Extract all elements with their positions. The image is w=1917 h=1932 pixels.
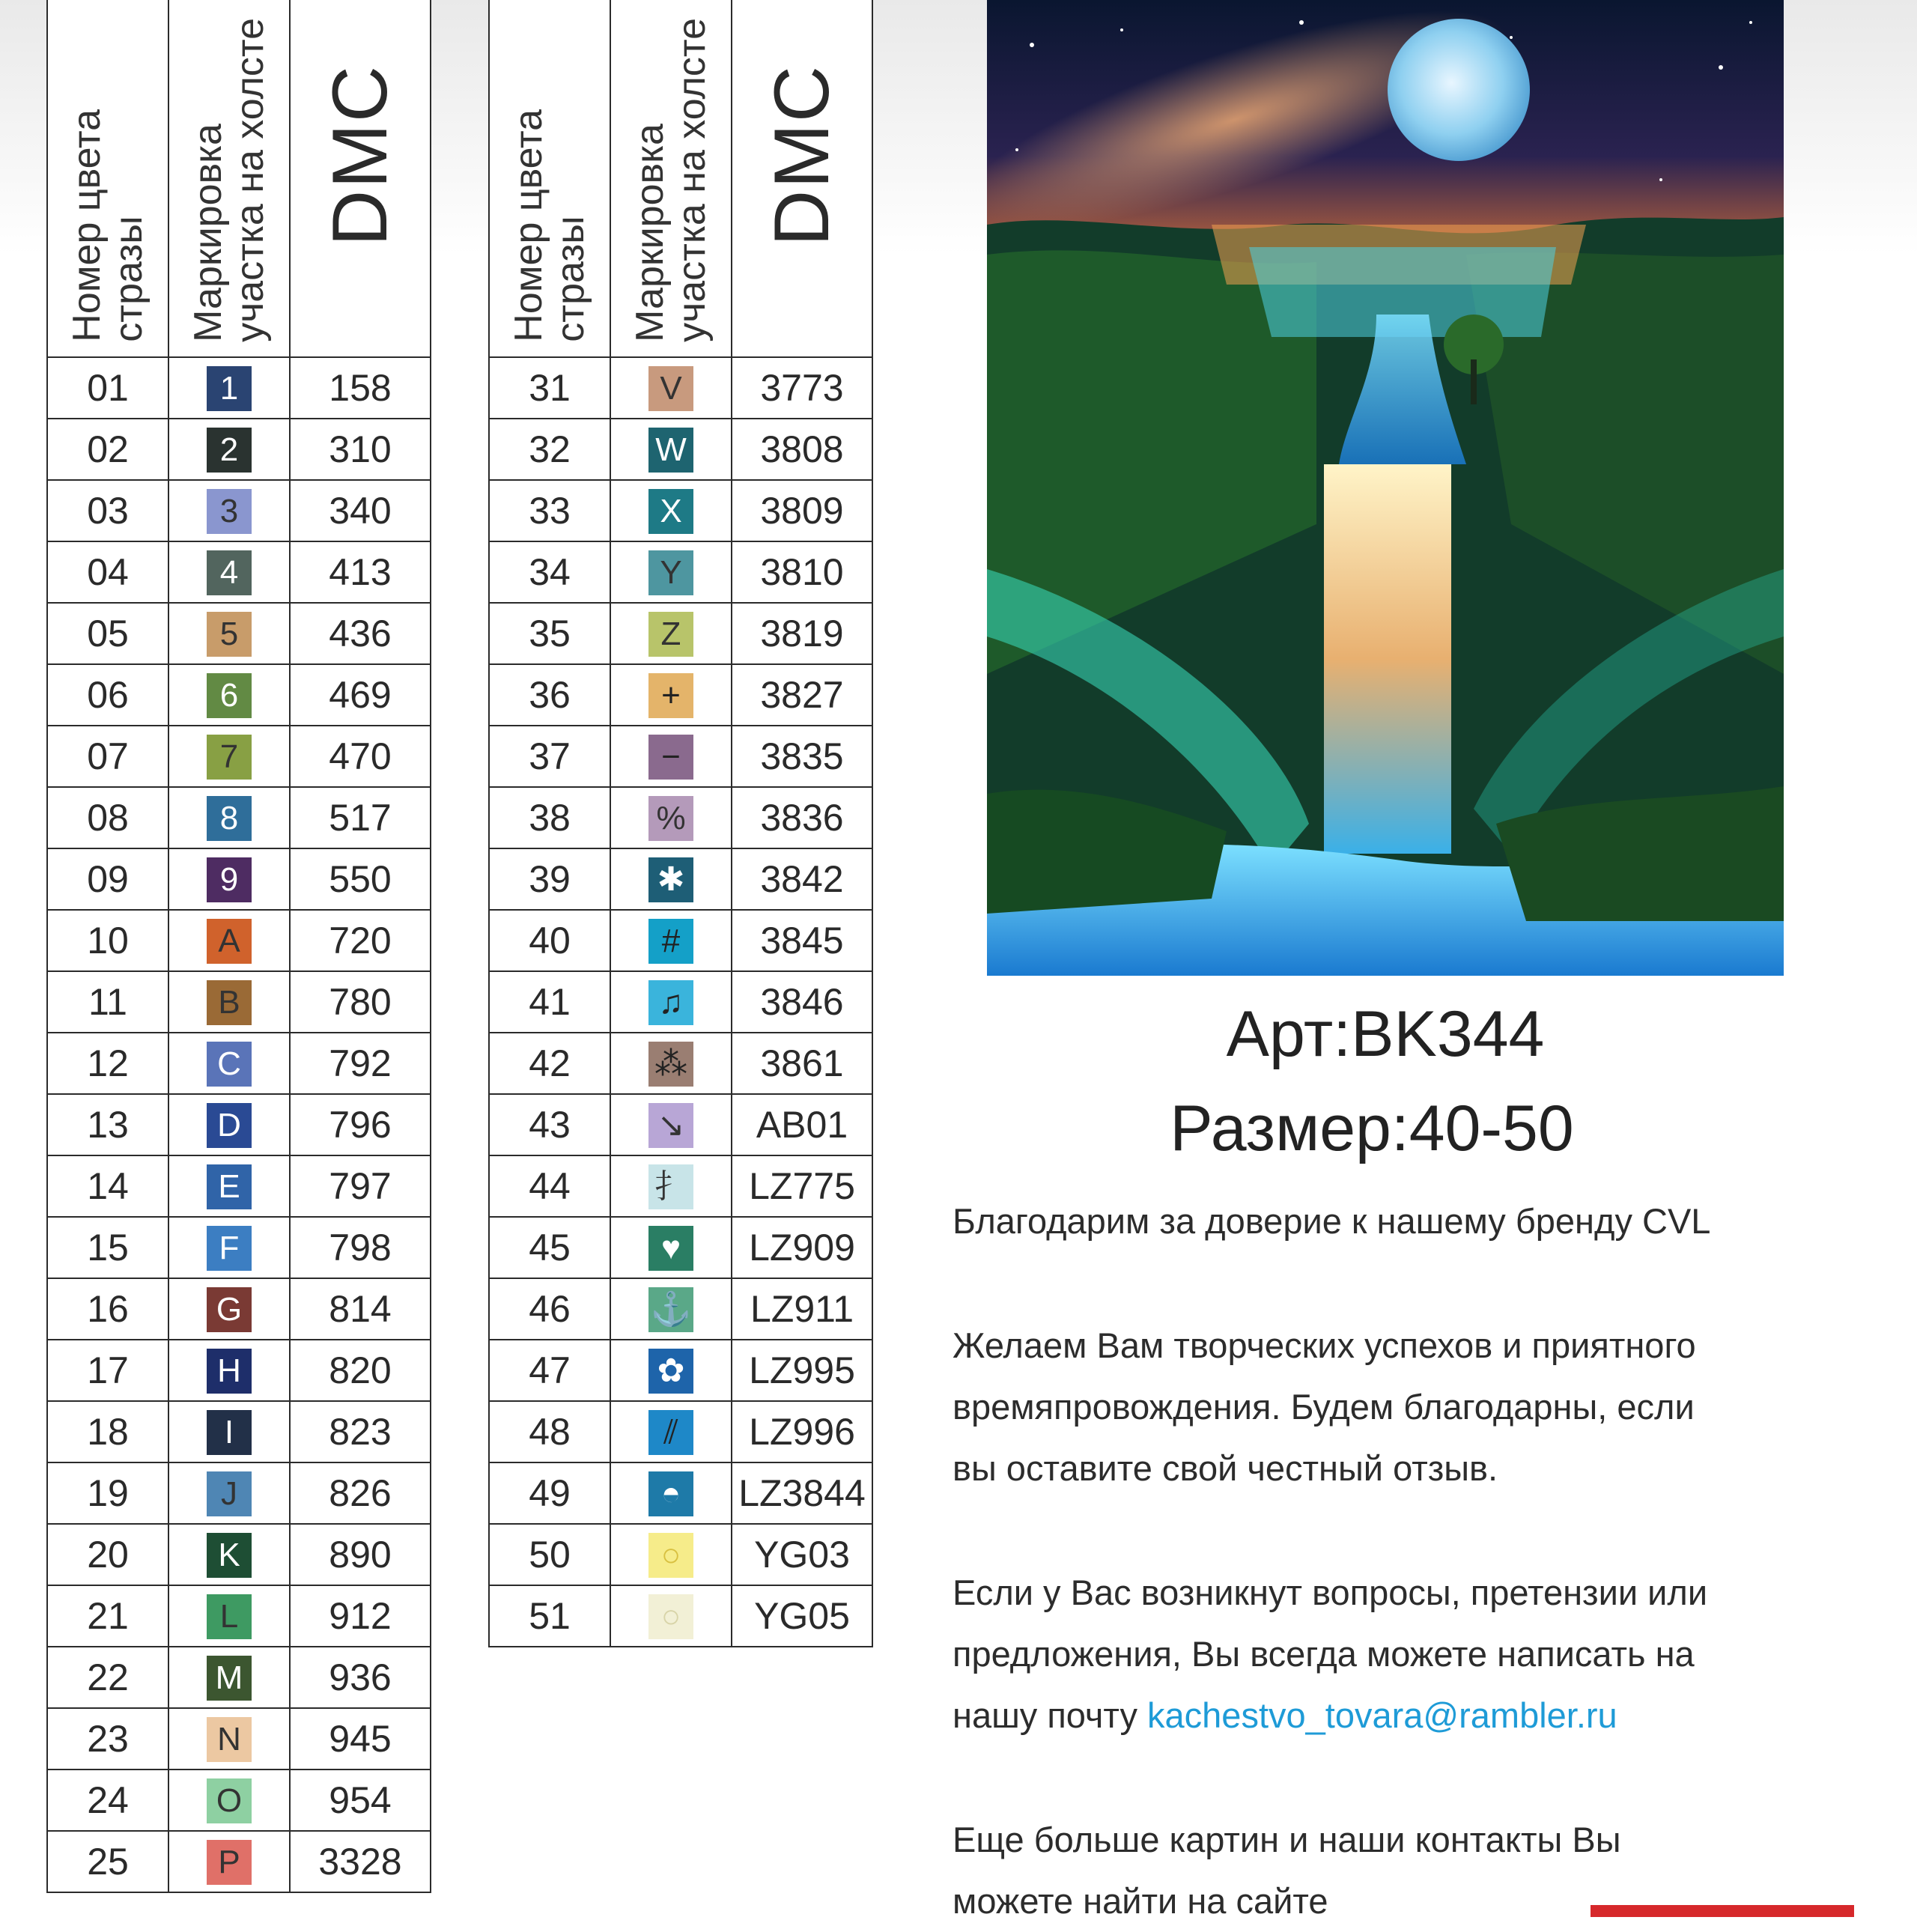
dmc-code-cell: LZ996 bbox=[732, 1401, 872, 1462]
table-row bbox=[489, 1155, 872, 1217]
table-row bbox=[47, 1401, 431, 1462]
color-number-cell: 23 bbox=[47, 1708, 168, 1770]
marking-cell bbox=[168, 971, 290, 1033]
dmc-code-cell: 954 bbox=[290, 1770, 431, 1831]
color-swatch-icon: ⁂ bbox=[648, 1042, 693, 1087]
table-row bbox=[47, 1585, 431, 1647]
dmc-code-cell: 3835 bbox=[732, 726, 872, 787]
color-swatch-icon: 2 bbox=[207, 428, 252, 473]
dmc-code-cell: 3773 bbox=[732, 357, 872, 419]
header-color-number: Номер цвета стразы bbox=[47, 0, 168, 357]
wish-line-2: времяпровождения. Будем благодарны, если bbox=[953, 1387, 1695, 1427]
color-swatch-icon: 3 bbox=[207, 489, 252, 534]
marking-cell bbox=[610, 726, 732, 787]
color-number-cell: 32 bbox=[489, 419, 610, 480]
header-canvas-marking: Маркировка участка на холсте bbox=[610, 0, 732, 357]
dmc-code-cell: 3808 bbox=[732, 419, 872, 480]
color-swatch-icon: ○ bbox=[648, 1594, 693, 1639]
marking-cell bbox=[610, 1217, 732, 1278]
marking-cell bbox=[610, 1033, 732, 1094]
marking-cell bbox=[168, 1094, 290, 1155]
color-number-cell: 11 bbox=[47, 971, 168, 1033]
marking-cell bbox=[610, 1401, 732, 1462]
color-number-cell: 22 bbox=[47, 1647, 168, 1708]
dmc-code-cell: 550 bbox=[290, 848, 431, 910]
dmc-code-cell: 3842 bbox=[732, 848, 872, 910]
table-row bbox=[489, 603, 872, 664]
color-swatch-icon: M bbox=[207, 1656, 252, 1701]
dmc-code-cell: LZ3844 bbox=[732, 1462, 872, 1524]
color-number-cell: 12 bbox=[47, 1033, 168, 1094]
dmc-code-cell: YG03 bbox=[732, 1524, 872, 1585]
dmc-code-cell: 340 bbox=[290, 480, 431, 541]
color-number-cell: 24 bbox=[47, 1770, 168, 1831]
marking-cell bbox=[168, 357, 290, 419]
marking-cell bbox=[168, 1401, 290, 1462]
brand-logo-strip bbox=[1591, 1905, 1854, 1917]
marking-cell bbox=[168, 1770, 290, 1831]
color-swatch-icon: D bbox=[207, 1103, 252, 1148]
color-swatch-icon: ♥ bbox=[648, 1226, 693, 1271]
color-swatch-icon: C bbox=[207, 1042, 252, 1087]
table-row bbox=[489, 1524, 872, 1585]
color-swatch-icon: W bbox=[648, 428, 693, 473]
color-swatch-icon: 6 bbox=[207, 673, 252, 718]
color-number-cell: 35 bbox=[489, 603, 610, 664]
color-swatch-icon: 5 bbox=[207, 612, 252, 657]
color-number-cell: 51 bbox=[489, 1585, 610, 1647]
product-size: Размер:40-50 bbox=[1170, 1093, 1574, 1164]
table-row bbox=[489, 1217, 872, 1278]
table-row bbox=[47, 726, 431, 787]
table-row bbox=[489, 1340, 872, 1401]
marking-cell bbox=[168, 848, 290, 910]
table-row bbox=[47, 664, 431, 726]
color-swatch-icon: J bbox=[207, 1471, 252, 1516]
dmc-code-cell: 797 bbox=[290, 1155, 431, 1217]
table-row bbox=[489, 1401, 872, 1462]
table-row bbox=[47, 541, 431, 603]
color-swatch-icon: ◓ bbox=[648, 1471, 693, 1516]
dmc-code-cell: 720 bbox=[290, 910, 431, 971]
color-number-cell: 03 bbox=[47, 480, 168, 541]
dmc-code-cell: AB01 bbox=[732, 1094, 872, 1155]
color-swatch-icon: ↘ bbox=[648, 1103, 693, 1148]
color-swatch-icon: 1 bbox=[207, 366, 252, 411]
header-dmc: DMC bbox=[732, 0, 872, 357]
color-swatch-icon: E bbox=[207, 1164, 252, 1209]
table-row bbox=[47, 1094, 431, 1155]
table-header-row bbox=[489, 0, 872, 357]
color-number-cell: 02 bbox=[47, 419, 168, 480]
header-canvas-marking: Маркировка участка на холсте bbox=[168, 0, 290, 357]
marking-cell bbox=[168, 1585, 290, 1647]
waterfall-night-painting bbox=[987, 0, 1784, 976]
table-row bbox=[47, 1462, 431, 1524]
marking-cell bbox=[168, 787, 290, 848]
color-number-cell: 34 bbox=[489, 541, 610, 603]
color-swatch-icon: L bbox=[207, 1594, 252, 1639]
table-row bbox=[489, 480, 872, 541]
table-row bbox=[489, 971, 872, 1033]
table-row bbox=[489, 848, 872, 910]
table-row bbox=[47, 1831, 431, 1892]
marking-cell bbox=[610, 1094, 732, 1155]
dmc-code-cell: 3836 bbox=[732, 787, 872, 848]
dmc-code-cell: 780 bbox=[290, 971, 431, 1033]
table-row bbox=[489, 1462, 872, 1524]
color-number-cell: 40 bbox=[489, 910, 610, 971]
dmc-code-cell: LZ995 bbox=[732, 1340, 872, 1401]
marking-cell bbox=[610, 664, 732, 726]
dmc-code-cell: 823 bbox=[290, 1401, 431, 1462]
color-number-cell: 05 bbox=[47, 603, 168, 664]
color-swatch-icon: K bbox=[207, 1533, 252, 1578]
marking-cell bbox=[610, 419, 732, 480]
dmc-code-cell: 820 bbox=[290, 1340, 431, 1401]
contact-line-1: Если у Вас возникнут вопросы, претензии или bbox=[953, 1573, 1708, 1612]
table-row bbox=[47, 480, 431, 541]
color-swatch-icon: ⺘ bbox=[648, 1164, 693, 1209]
table-row bbox=[47, 1033, 431, 1094]
color-swatch-icon: V bbox=[648, 366, 693, 411]
table-row bbox=[489, 664, 872, 726]
color-number-cell: 15 bbox=[47, 1217, 168, 1278]
dmc-code-cell: 3846 bbox=[732, 971, 872, 1033]
color-number-cell: 33 bbox=[489, 480, 610, 541]
header-dmc: DMC bbox=[290, 0, 431, 357]
marking-cell bbox=[168, 480, 290, 541]
color-swatch-icon: ⫽ bbox=[648, 1410, 693, 1455]
color-swatch-icon: P bbox=[207, 1840, 252, 1885]
table-row bbox=[47, 419, 431, 480]
color-number-cell: 19 bbox=[47, 1462, 168, 1524]
dmc-code-cell: 517 bbox=[290, 787, 431, 848]
color-swatch-icon: O bbox=[207, 1778, 252, 1823]
marking-cell bbox=[610, 971, 732, 1033]
color-number-cell: 16 bbox=[47, 1278, 168, 1340]
color-number-cell: 37 bbox=[489, 726, 610, 787]
color-swatch-icon: A bbox=[207, 919, 252, 964]
dmc-code-cell: 3328 bbox=[290, 1831, 431, 1892]
table-row bbox=[47, 1524, 431, 1585]
table-row bbox=[47, 1770, 431, 1831]
color-swatch-icon: 9 bbox=[207, 857, 252, 902]
marking-cell bbox=[168, 1155, 290, 1217]
color-number-cell: 41 bbox=[489, 971, 610, 1033]
color-number-cell: 18 bbox=[47, 1401, 168, 1462]
dmc-code-cell: 936 bbox=[290, 1647, 431, 1708]
wish-line-3: вы оставите свой честный отзыв. bbox=[953, 1448, 1498, 1488]
marking-cell bbox=[168, 541, 290, 603]
table-row bbox=[47, 1340, 431, 1401]
dmc-code-cell: 3845 bbox=[732, 910, 872, 971]
color-number-cell: 31 bbox=[489, 357, 610, 419]
table-row bbox=[47, 971, 431, 1033]
table-row bbox=[47, 787, 431, 848]
table-row bbox=[489, 541, 872, 603]
dmc-code-cell: 3809 bbox=[732, 480, 872, 541]
color-number-cell: 09 bbox=[47, 848, 168, 910]
color-swatch-icon: H bbox=[207, 1349, 252, 1394]
table-row bbox=[47, 1278, 431, 1340]
dmc-code-cell: 470 bbox=[290, 726, 431, 787]
artwork-preview bbox=[987, 0, 1784, 976]
color-number-cell: 49 bbox=[489, 1462, 610, 1524]
more-line-1: Еще больше картин и наши контакты Вы bbox=[953, 1820, 1621, 1859]
marking-cell bbox=[168, 910, 290, 971]
color-number-cell: 50 bbox=[489, 1524, 610, 1585]
table-row bbox=[489, 1278, 872, 1340]
marking-cell bbox=[168, 726, 290, 787]
contact-paragraph bbox=[953, 1562, 1889, 1746]
color-swatch-icon: G bbox=[207, 1287, 252, 1332]
marking-cell bbox=[610, 910, 732, 971]
color-swatch-icon: Y bbox=[648, 550, 693, 595]
color-number-cell: 13 bbox=[47, 1094, 168, 1155]
color-swatch-icon: 7 bbox=[207, 735, 252, 780]
color-swatch-icon: % bbox=[648, 796, 693, 841]
dmc-code-cell: 3819 bbox=[732, 603, 872, 664]
color-number-cell: 25 bbox=[47, 1831, 168, 1892]
table-row bbox=[47, 1708, 431, 1770]
table-row bbox=[489, 1094, 872, 1155]
color-swatch-icon: ♫ bbox=[648, 980, 693, 1025]
table-row bbox=[489, 419, 872, 480]
color-swatch-icon: X bbox=[648, 489, 693, 534]
dmc-code-cell: 3810 bbox=[732, 541, 872, 603]
marking-cell bbox=[168, 603, 290, 664]
color-table-right bbox=[488, 0, 873, 1647]
color-number-cell: 14 bbox=[47, 1155, 168, 1217]
color-number-cell: 36 bbox=[489, 664, 610, 726]
color-swatch-icon: I bbox=[207, 1410, 252, 1455]
marking-cell bbox=[610, 357, 732, 419]
marking-cell bbox=[168, 1033, 290, 1094]
marking-cell bbox=[168, 1831, 290, 1892]
marking-cell bbox=[610, 541, 732, 603]
table-row bbox=[47, 910, 431, 971]
table-row bbox=[47, 848, 431, 910]
marking-cell bbox=[610, 1155, 732, 1217]
color-number-cell: 07 bbox=[47, 726, 168, 787]
contact-line-3: нашу почту kachestvo_tovara@rambler.ru bbox=[953, 1695, 1617, 1735]
dmc-code-cell: 3827 bbox=[732, 664, 872, 726]
table-row bbox=[489, 357, 872, 419]
color-number-cell: 10 bbox=[47, 910, 168, 971]
table-header-row bbox=[47, 0, 431, 357]
table-row bbox=[47, 603, 431, 664]
dmc-code-cell: YG05 bbox=[732, 1585, 872, 1647]
dmc-code-cell: 796 bbox=[290, 1094, 431, 1155]
color-swatch-icon: ⚓ bbox=[648, 1287, 693, 1332]
color-swatch-icon: # bbox=[648, 919, 693, 964]
color-swatch-icon: 8 bbox=[207, 796, 252, 841]
wish-paragraph bbox=[953, 1315, 1889, 1499]
color-number-cell: 17 bbox=[47, 1340, 168, 1401]
color-number-cell: 45 bbox=[489, 1217, 610, 1278]
table-row bbox=[47, 1155, 431, 1217]
dmc-code-cell: 436 bbox=[290, 603, 431, 664]
marking-cell bbox=[168, 1708, 290, 1770]
dmc-code-cell: 310 bbox=[290, 419, 431, 480]
color-number-cell: 04 bbox=[47, 541, 168, 603]
dmc-code-cell: 814 bbox=[290, 1278, 431, 1340]
color-number-cell: 38 bbox=[489, 787, 610, 848]
table-row bbox=[489, 1585, 872, 1647]
dmc-code-cell: LZ911 bbox=[732, 1278, 872, 1340]
table-row bbox=[489, 1033, 872, 1094]
header-color-number: Номер цвета стразы bbox=[489, 0, 610, 357]
marking-cell bbox=[610, 1278, 732, 1340]
color-number-cell: 46 bbox=[489, 1278, 610, 1340]
color-swatch-icon: N bbox=[207, 1717, 252, 1762]
dmc-code-cell: 792 bbox=[290, 1033, 431, 1094]
table-row bbox=[489, 910, 872, 971]
marking-cell bbox=[168, 419, 290, 480]
color-number-cell: 01 bbox=[47, 357, 168, 419]
color-number-cell: 48 bbox=[489, 1401, 610, 1462]
marking-cell bbox=[610, 480, 732, 541]
dmc-code-cell: 469 bbox=[290, 664, 431, 726]
color-swatch-icon: ✱ bbox=[648, 857, 693, 902]
dmc-code-cell: 890 bbox=[290, 1524, 431, 1585]
marking-cell bbox=[610, 1524, 732, 1585]
dmc-code-cell: 912 bbox=[290, 1585, 431, 1647]
dmc-code-cell: 826 bbox=[290, 1462, 431, 1524]
marking-cell bbox=[610, 1462, 732, 1524]
dmc-code-cell: LZ775 bbox=[732, 1155, 872, 1217]
color-number-cell: 47 bbox=[489, 1340, 610, 1401]
color-table-left bbox=[46, 0, 431, 1893]
marking-cell bbox=[168, 1340, 290, 1401]
dmc-code-cell: 798 bbox=[290, 1217, 431, 1278]
color-swatch-icon: ✿ bbox=[648, 1349, 693, 1394]
marking-cell bbox=[610, 603, 732, 664]
table-row bbox=[489, 787, 872, 848]
table-row bbox=[47, 1647, 431, 1708]
marking-cell bbox=[610, 1585, 732, 1647]
color-number-cell: 21 bbox=[47, 1585, 168, 1647]
color-swatch-icon: − bbox=[648, 735, 693, 780]
contact-line-2: предложения, Вы всегда можете написать на bbox=[953, 1634, 1695, 1674]
table-row bbox=[489, 726, 872, 787]
color-number-cell: 20 bbox=[47, 1524, 168, 1585]
color-swatch-icon: ○ bbox=[648, 1533, 693, 1578]
color-swatch-icon: Z bbox=[648, 612, 693, 657]
marking-cell bbox=[610, 1340, 732, 1401]
color-swatch-icon: + bbox=[648, 673, 693, 718]
marking-cell bbox=[168, 1217, 290, 1278]
dmc-code-cell: LZ909 bbox=[732, 1217, 872, 1278]
marking-cell bbox=[168, 1462, 290, 1524]
dmc-code-cell: 945 bbox=[290, 1708, 431, 1770]
support-email-link[interactable]: kachestvo_tovara@rambler.ru bbox=[1147, 1695, 1617, 1735]
color-number-cell: 06 bbox=[47, 664, 168, 726]
marking-cell bbox=[168, 1278, 290, 1340]
color-swatch-icon: B bbox=[207, 980, 252, 1025]
marking-cell bbox=[168, 1647, 290, 1708]
thanks-text: Благодарим за доверие к нашему бренду CVL bbox=[953, 1201, 1711, 1241]
marking-cell bbox=[610, 848, 732, 910]
color-number-cell: 42 bbox=[489, 1033, 610, 1094]
table-row bbox=[47, 1217, 431, 1278]
color-number-cell: 39 bbox=[489, 848, 610, 910]
color-number-cell: 44 bbox=[489, 1155, 610, 1217]
marking-cell bbox=[168, 1524, 290, 1585]
marking-cell bbox=[168, 664, 290, 726]
dmc-code-cell: 3861 bbox=[732, 1033, 872, 1094]
color-number-cell: 43 bbox=[489, 1094, 610, 1155]
wish-line-1: Желаем Вам творческих успехов и приятного bbox=[953, 1325, 1696, 1365]
color-swatch-icon: 4 bbox=[207, 550, 252, 595]
dmc-code-cell: 413 bbox=[290, 541, 431, 603]
color-swatch-icon: F bbox=[207, 1226, 252, 1271]
marking-cell bbox=[610, 787, 732, 848]
product-sku: Арт:BK344 bbox=[1226, 998, 1545, 1070]
more-line-2: можете найти на сайте bbox=[953, 1881, 1328, 1921]
table-row bbox=[47, 357, 431, 419]
dmc-code-cell: 158 bbox=[290, 357, 431, 419]
color-number-cell: 08 bbox=[47, 787, 168, 848]
